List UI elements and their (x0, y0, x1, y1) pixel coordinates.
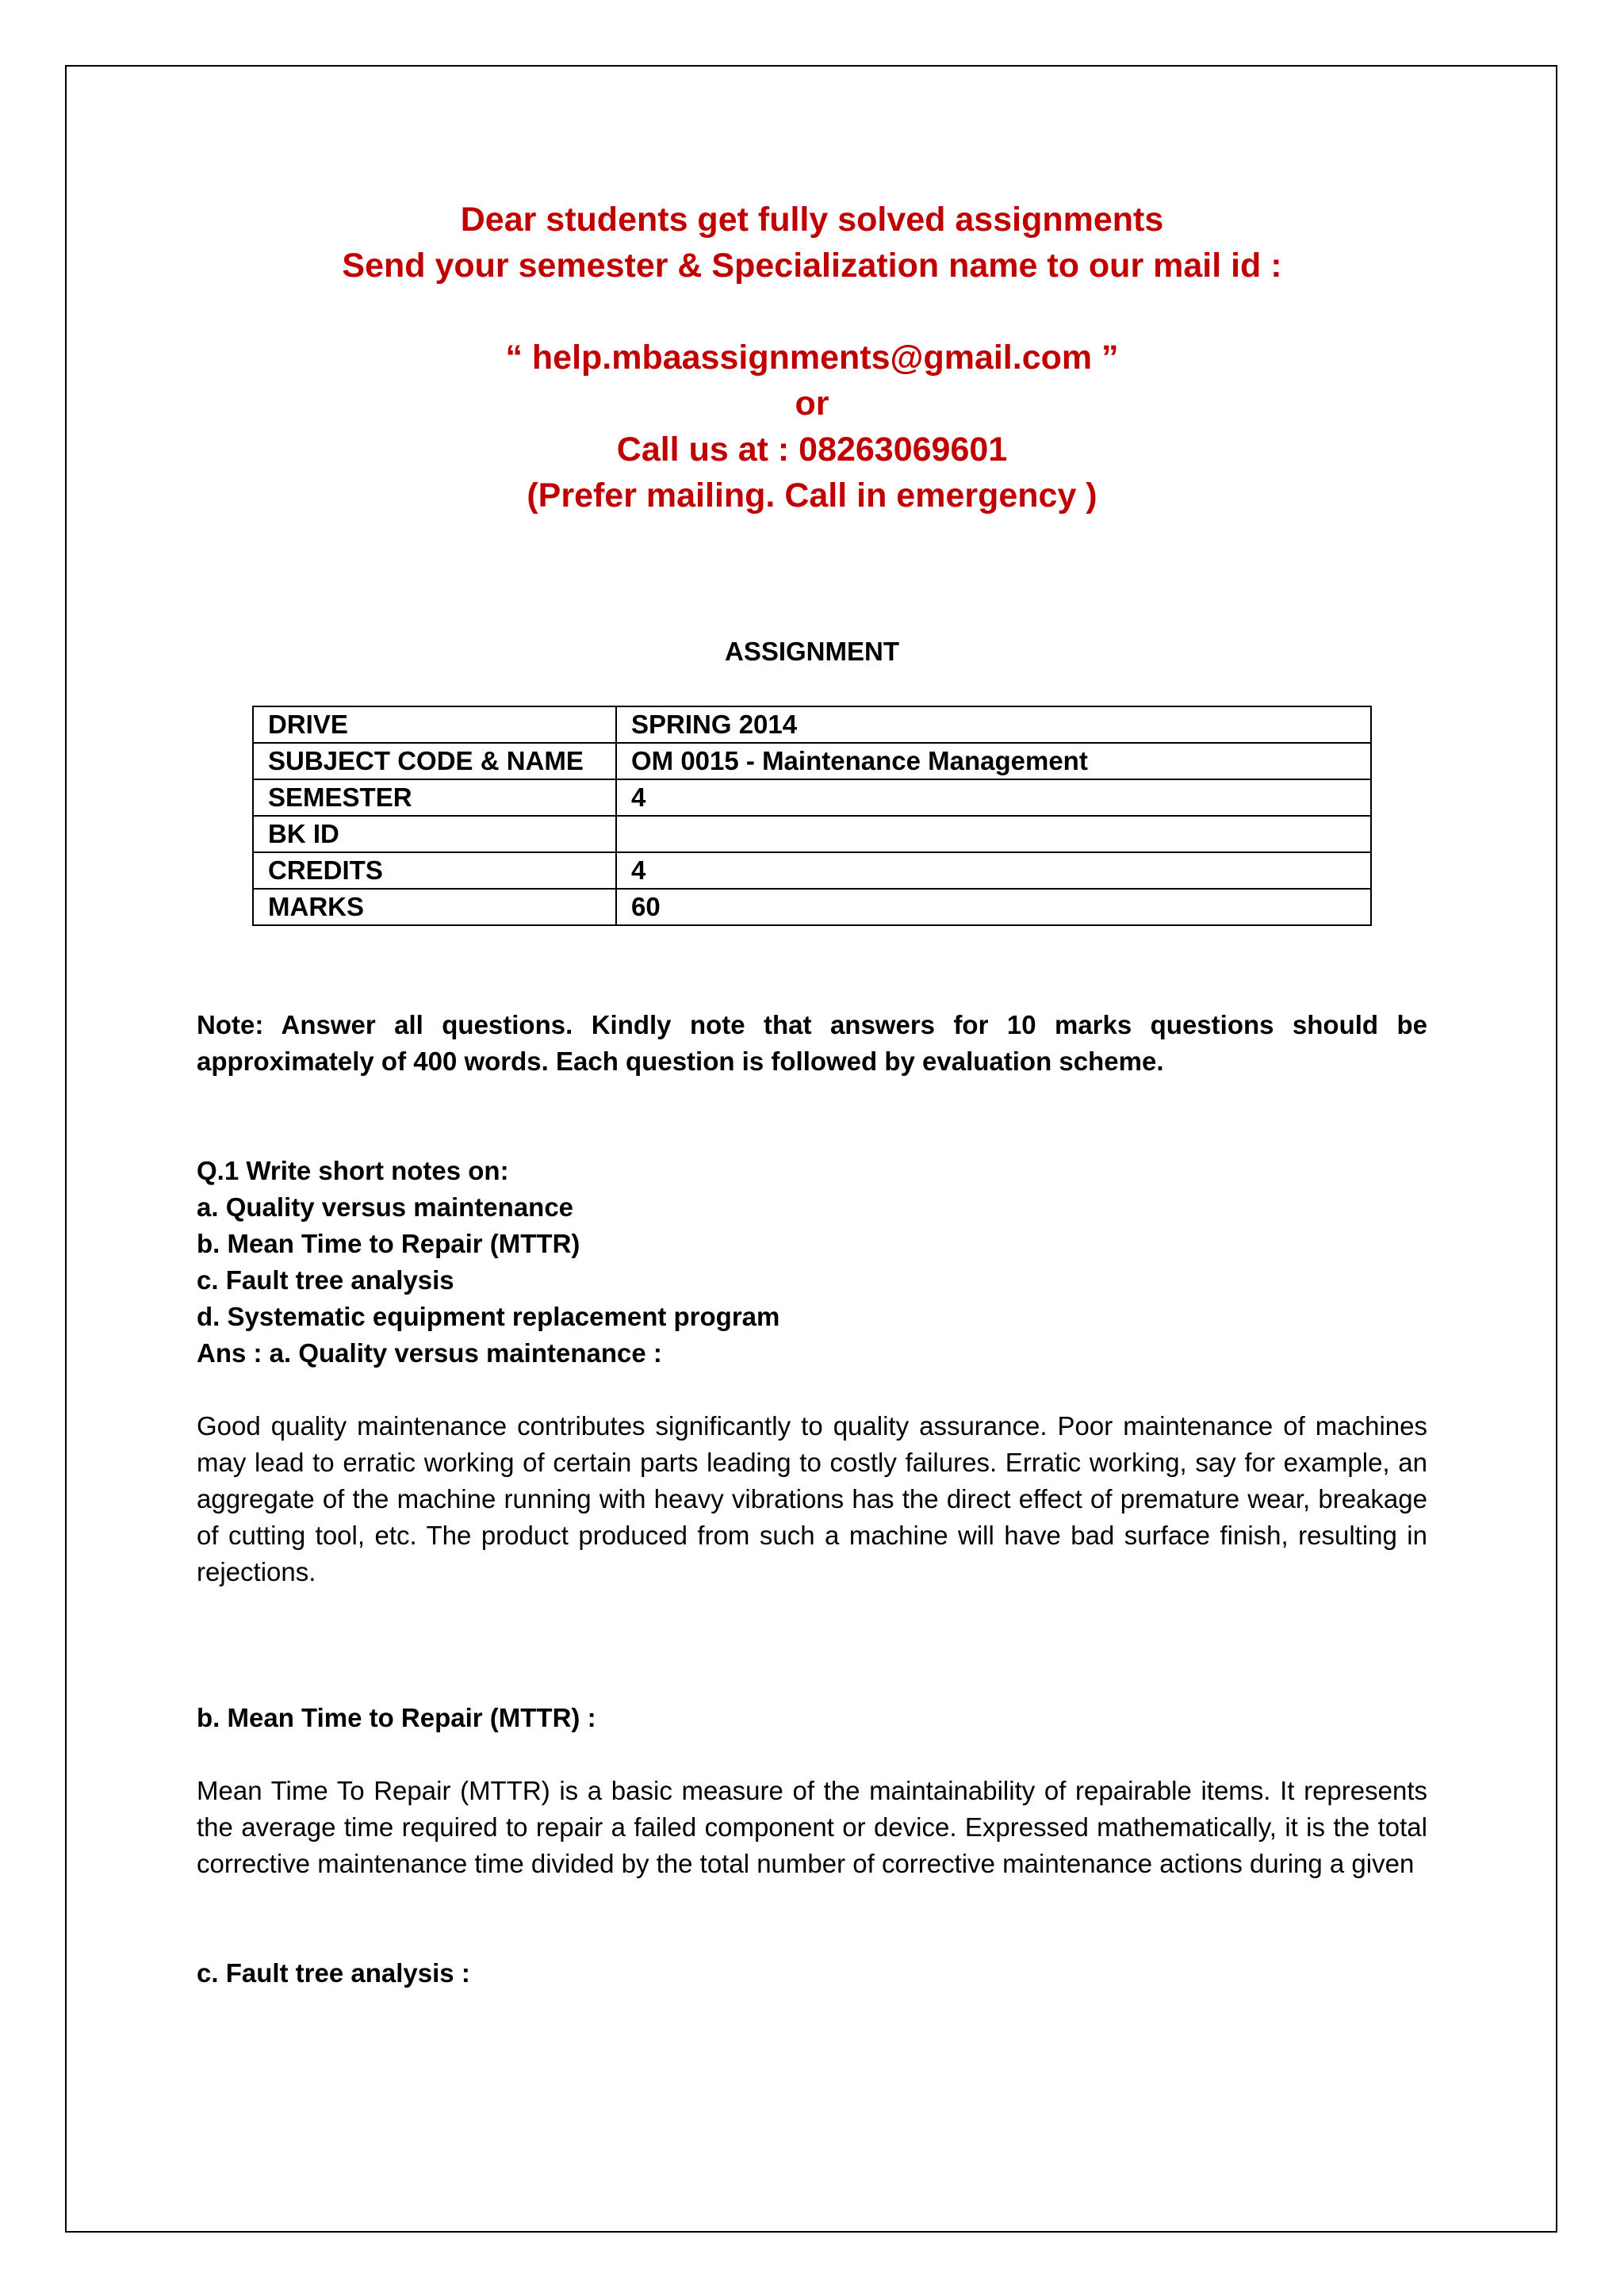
table-label: MARKS (253, 889, 616, 925)
table-value: 4 (616, 779, 1371, 816)
table-row (253, 779, 1371, 816)
promo-or: or (795, 385, 829, 423)
question-item: a. Quality versus maintenance (197, 1192, 574, 1222)
question-item: c. Fault tree analysis (197, 1265, 454, 1295)
assignment-title: ASSIGNMENT (724, 637, 899, 666)
table-value: 4 (616, 852, 1371, 889)
promo-line-2: Send your semester & Specialization name to our mail id : (342, 247, 1282, 285)
table-row (253, 852, 1371, 889)
answer-a-heading: Ans : a. Quality versus maintenance : (197, 1338, 662, 1368)
table-label: DRIVE (253, 706, 616, 743)
table-value: 60 (616, 889, 1371, 925)
promo-call: Call us at : 08263069601 (616, 430, 1008, 469)
assignment-info-table (252, 706, 1372, 926)
promo-gap (0, 289, 1624, 335)
table-value (616, 816, 1371, 852)
table-label: CREDITS (253, 852, 616, 889)
table-value: OM 0015 - Maintenance Management (616, 743, 1371, 779)
promo-line-1: Dear students get fully solved assignments (460, 201, 1164, 239)
promo-block (0, 197, 1624, 519)
table-row (253, 816, 1371, 852)
promo-note: (Prefer mailing. Call in emergency ) (527, 476, 1097, 515)
table-label: SUBJECT CODE & NAME (253, 743, 616, 779)
table-row (253, 706, 1371, 743)
table-label: SEMESTER (253, 779, 616, 816)
answer-b-heading: b. Mean Time to Repair (MTTR) : (197, 1703, 596, 1732)
answer-a-text: Good quality maintenance contributes significantly to quality assurance. Poor maintenance of machines may lead to erratic working of certain parts leading to costly failures. Erratic working, say for example, an aggregate of the machine running with heavy vibrations has the direct effect of premature wear, breakage of cutting tool, etc. The product produced from such a machine will have bad surface finish, resulting in rejections. (197, 1411, 1427, 1586)
table-value: SPRING 2014 (616, 706, 1371, 743)
question-item: d. Systematic equipment replacement program (197, 1302, 780, 1331)
promo-email: “ help.mbaassignments@gmail.com ” (505, 339, 1119, 377)
document-body (197, 1007, 1427, 1992)
question-1 (197, 1153, 1427, 1335)
question-item: b. Mean Time to Repair (MTTR) (197, 1229, 580, 1258)
answer-b-text: Mean Time To Repair (MTTR) is a basic measure of the maintainability of repairable items. It represents the average time required to repair a failed component or device. Expressed mathematically, it is the total corrective maintenance time divided by the total number of corrective maintenance actions during a given (197, 1776, 1427, 1878)
question-title: Q.1 Write short notes on: (197, 1156, 509, 1185)
answer-c-heading: c. Fault tree analysis : (197, 1958, 470, 1988)
table-row (253, 743, 1371, 779)
instructions-note: Note: Answer all questions. Kindly note that answers for 10 marks questions should be approximately of 400 words. Each question is followed by evaluation scheme. (197, 1010, 1427, 1076)
table-row (253, 889, 1371, 925)
table-label: BK ID (253, 816, 616, 852)
